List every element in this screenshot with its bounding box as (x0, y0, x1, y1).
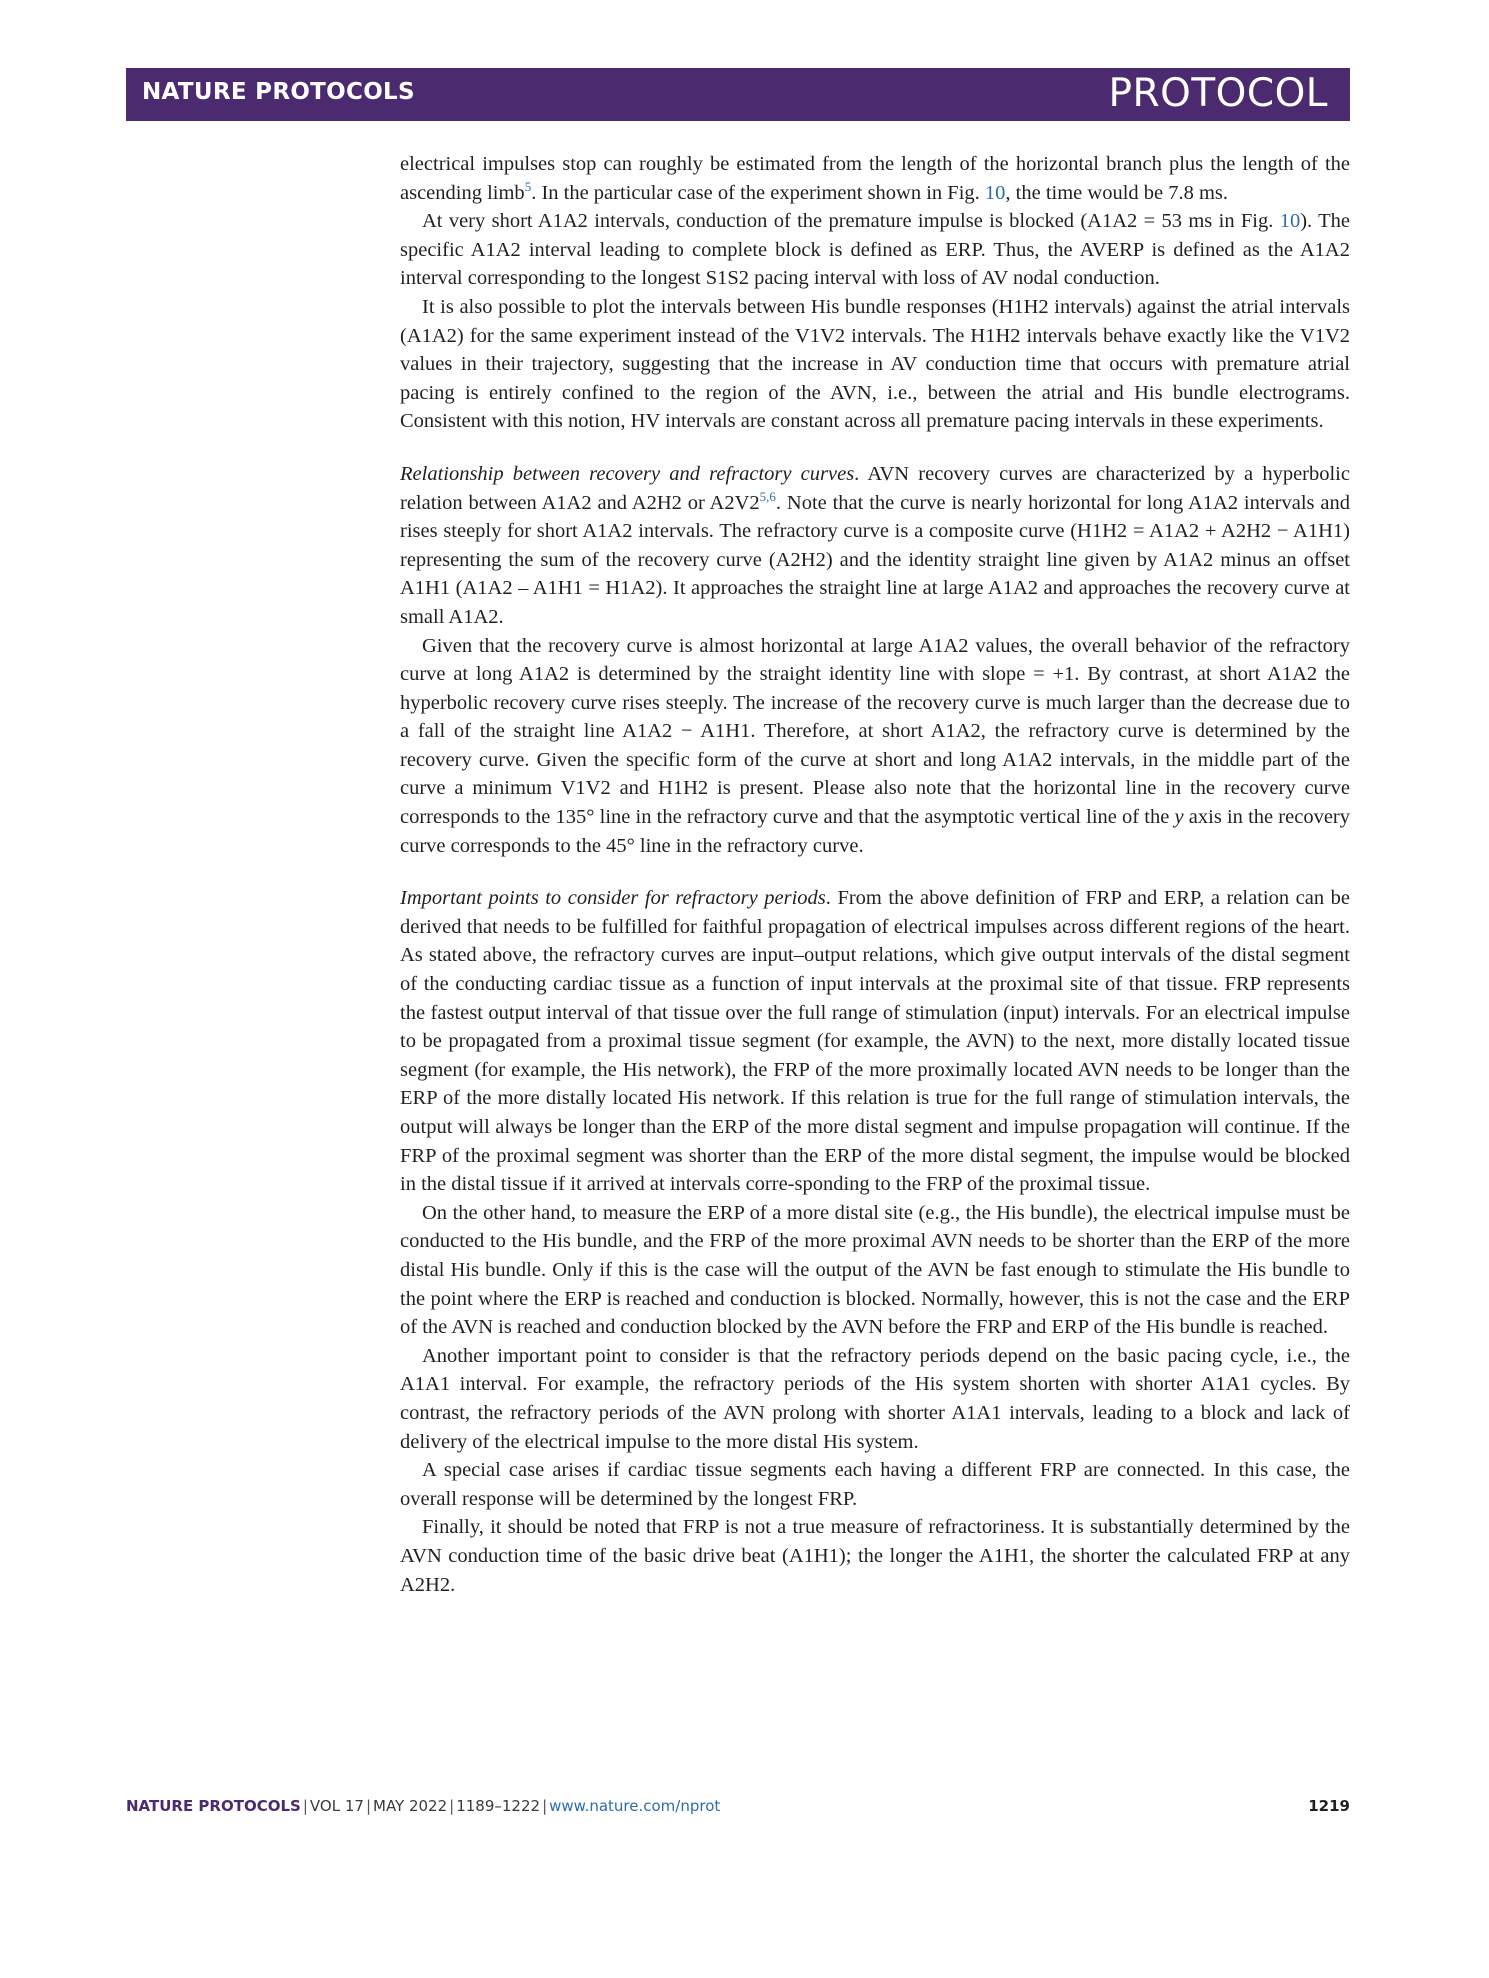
paragraph-1-text-c: , the time would be 7.8 ms. (1005, 181, 1229, 204)
paragraph-2-text-b: ). The specific A1A2 interval leading to complete block is defined as ERP. Thus, the AVERP is defined as the A1A2 interval corresponding to the longest S1S2 pacing interval with loss of AV nodal conduction. (400, 210, 1350, 290)
paragraph-4-text-b: . Note that the curve is nearly horizontal for long A1A2 intervals and rises steeply for short A1A2 intervals. The refractory curve is a composite curve (H1H2 = A1A2 + A2H2 − A1H1) representing the sum of the recovery curve (A2H2) and the identity straight line given by A1A2 minus an offset A1H1 (A1A2 – A1H1 = H1A2). It approaches the straight line at large A1A2 and approaches the recovery curve at small A1A2. (400, 491, 1350, 628)
figure-link[interactable]: 10 (984, 181, 1006, 204)
section-heading: Relationship between recovery and refractory curves (400, 462, 855, 485)
citation-link[interactable]: 5,6 (759, 488, 776, 504)
section-heading: Important points to consider for refractory periods (400, 887, 826, 910)
italic-variable: y (1174, 806, 1184, 829)
page-number: 1219 (1308, 1797, 1350, 1815)
footer-separator: | (542, 1797, 548, 1815)
page-footer (126, 1797, 1350, 1821)
footer-volume: VOL 17 (309, 1797, 364, 1815)
paragraph-2-text-a: At very short A1A2 intervals, conduction of the premature impulse is blocked (A1A2 = 53 ms in Fig. (422, 210, 1280, 233)
header-bar (126, 68, 1350, 121)
footer-separator: | (365, 1797, 371, 1815)
figure-link[interactable]: 10 (1279, 210, 1301, 233)
paragraph-6-text-a: . From the above definition of FRP and ERP, a relation can be derived that needs to be fulfilled for faithful propagation of electrical impulses across different regions of the heart. As stated above, the refractory curves are input–output relations, which give output intervals of the distal segment of the conducting cardiac tissue as a function of input intervals at the proximal site of that tissue. FRP represents the fastest output interval of that tissue over the full range of stimulation (input) intervals. For an electrical impulse to be propagated from a proximal tissue segment (for example, the AVN) to the next, more distally located tissue segment (for example, the His network), the FRP of the more proximally located AVN needs to be longer than the ERP of the more distally located His network. If this relation is true for the full range of stimulation intervals, the output will always be longer than the ERP of the more distal segment and impulse propagation will continue. If the FRP of the proximal segment was shorter than the ERP of the more distal segment, the impulse would be blocked in the distal tissue if it arrived at intervals corre-sponding to the FRP of the proximal tissue. (400, 887, 1350, 1196)
article-body (400, 150, 1350, 1599)
paragraph-4 (400, 460, 1350, 632)
citation-link[interactable]: 5 (524, 178, 532, 194)
paragraph-6 (400, 884, 1350, 1199)
footer-url-link[interactable]: www.nature.com/nprot (549, 1797, 721, 1815)
journal-name: NATURE PROTOCOLS (142, 79, 415, 105)
footer-separator: | (449, 1797, 455, 1815)
paragraph-1-text-a: electrical impulses stop can roughly be estimated from the length of the horizontal branch plus the length of the ascending limb (400, 153, 1350, 204)
paragraph-1-text-b: . In the particular case of the experiment shown in Fig. (531, 181, 985, 204)
footer-journal: NATURE PROTOCOLS (126, 1797, 301, 1815)
paragraph-5-text-a: Given that the recovery curve is almost horizontal at large A1A2 values, the overall behavior of the refractory curve at long A1A2 is determined by the straight identity line with slope = +1. By contrast, at short A1A2 the hyperbolic recovery curve rises steeply. The increase of the recovery curve is much larger than the decrease due to a fall of the straight line A1A2 − A1H1. Therefore, at short A1A2, the refractory curve is determined by the recovery curve. Given the specific form of the curve at short and long A1A2 intervals, in the middle part of the curve a minimum V1V2 and H1H2 is present. Please also note that the horizontal line in the recovery curve corresponds to the 135° line in the refractory curve and that the asymptotic vertical line of the (400, 634, 1350, 829)
paragraph-8: Another important point to consider is that the refractory periods depend on the basic pacing cycle, i.e., the A1A1 interval. For example, the refractory periods of the His system shorten with shorter A1A1 cycles. By contrast, the refractory periods of the AVN prolong with shorter A1A1 intervals, leading to a block and lack of delivery of the electrical impulse to the more distal His system. (400, 1344, 1350, 1453)
paragraph-5-text-b: axis in the recovery curve corresponds to the 45° line in the refractory curve. (400, 806, 1350, 857)
paragraph-10: Finally, it should be noted that FRP is not a true measure of refractoriness. It is substantially determined by the AVN conduction time of the basic drive beat (A1H1); the longer the A1H1, the shorter the calculated FRP at any A2H2. (400, 1516, 1350, 1596)
paragraph-4-text-a: . AVN recovery curves are characterized by a hyperbolic relation between A1A2 and A2H2 or A2V2 (400, 462, 1350, 514)
footer-separator: | (302, 1797, 308, 1815)
footer-citation (126, 1797, 720, 1815)
paragraph-7: On the other hand, to measure the ERP of a more distal site (e.g., the His bundle), the electrical impulse must be conducted to the His bundle, and the FRP of the more proximal AVN needs to be shorter than the ERP of the more distal His bundle. Only if this is the case will the output of the AVN be fast enough to stimulate the His bundle to the point where the ERP is reached and conduction is blocked. Normally, however, this is not the case and the ERP of the AVN is reached and conduction blocked by the AVN before the FRP and ERP of the His bundle is reached. (400, 1201, 1350, 1339)
footer-date: MAY 2022 (373, 1797, 448, 1815)
paragraph-5 (400, 632, 1350, 861)
paragraph-9: A special case arises if cardiac tissue segments each having a different FRP are connected. In this case, the overall response will be determined by the longest FRP. (400, 1459, 1350, 1510)
article-type: PROTOCOL (1108, 71, 1328, 116)
paragraph-3: It is also possible to plot the intervals between His bundle responses (H1H2 intervals) against the atrial intervals (A1A2) for the same experiment instead of the V1V2 intervals. The H1H2 intervals behave exactly like the V1V2 values in their trajectory, suggesting that the increase in AV conduction time that occurs with premature atrial pacing is entirely confined to the region of the AVN, i.e., between the atrial and His bundle electrograms. Consistent with this notion, HV intervals are constant across all premature pacing intervals in these experiments. (400, 295, 1350, 433)
footer-pages: 1189–1222 (456, 1797, 541, 1815)
paragraph-2 (400, 207, 1350, 293)
paragraph-1 (400, 150, 1350, 207)
